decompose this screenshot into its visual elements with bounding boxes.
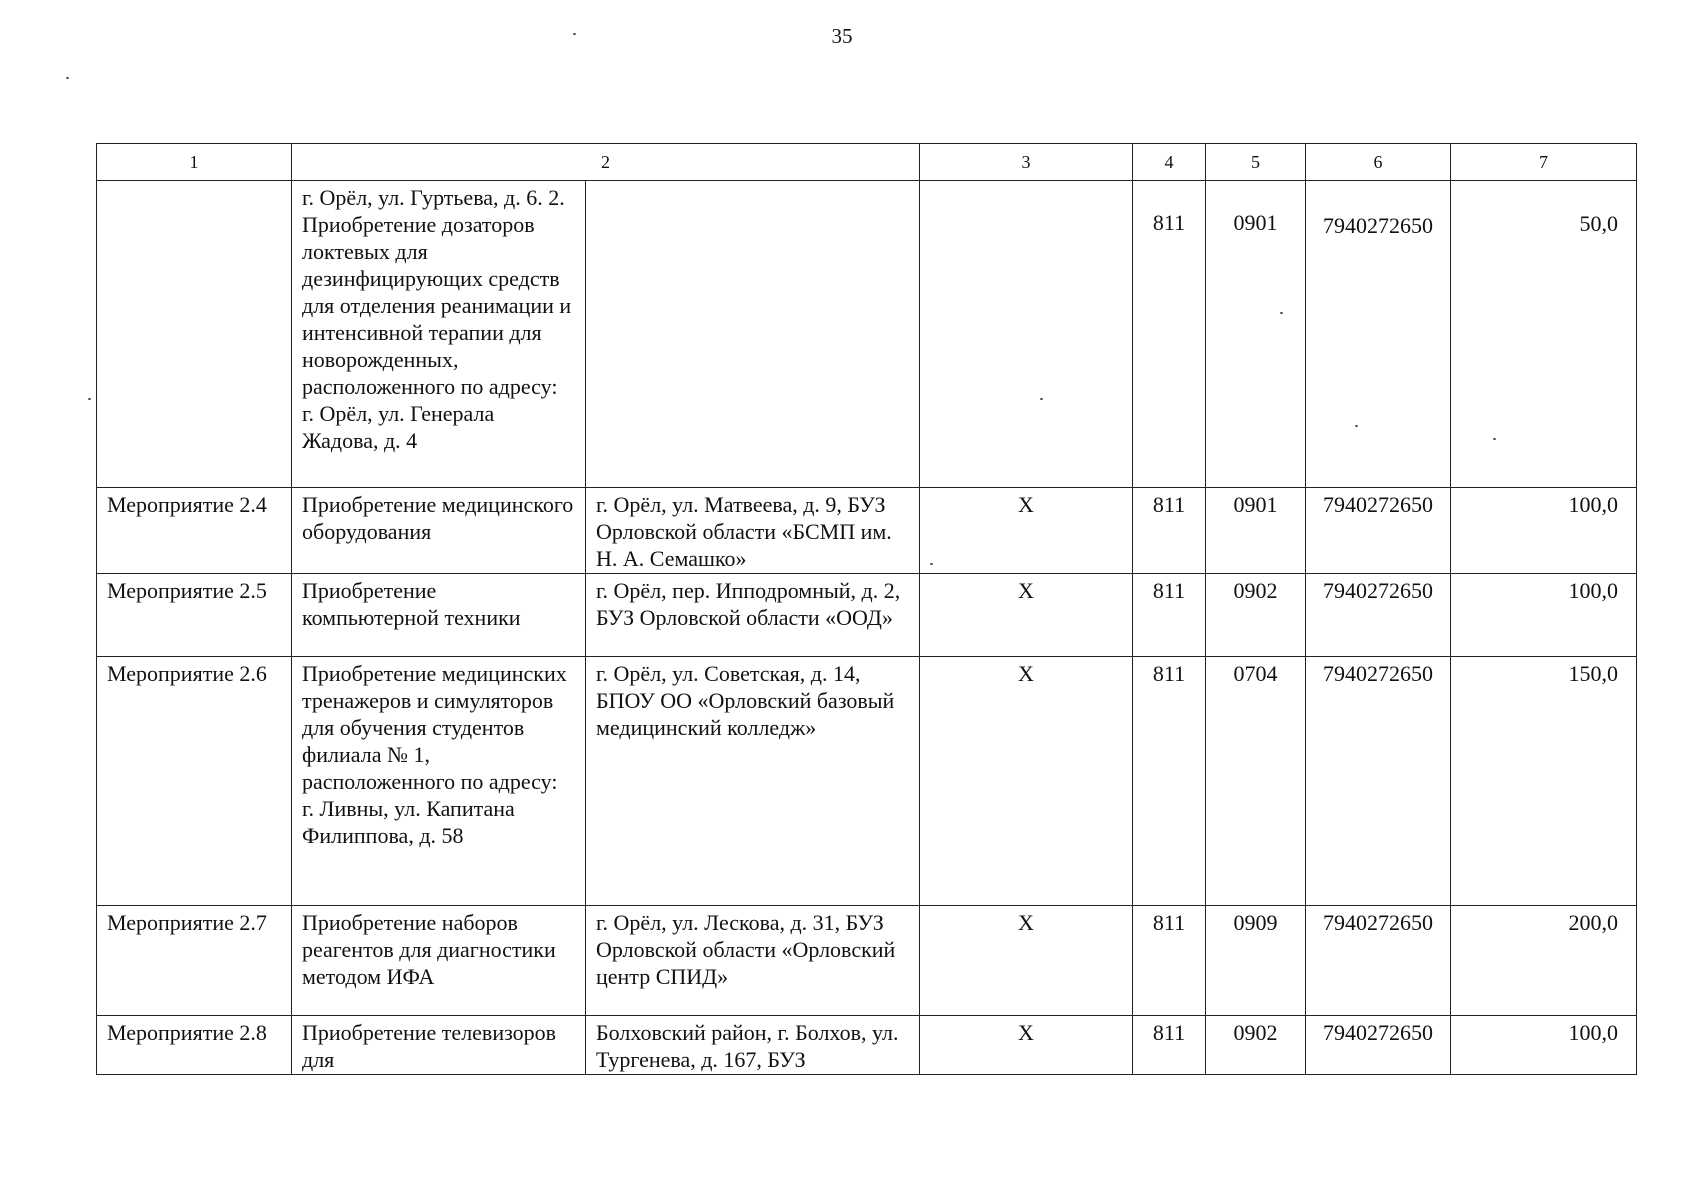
event-cell: Мероприятие 2.7 (97, 906, 292, 1016)
address-cell: г. Орёл, ул. Матвеева, д. 9, БУЗ Орловской области «БСМП им. Н. А. Семашко» (586, 488, 920, 574)
col3-cell: X (920, 1016, 1133, 1075)
col4-cell: 811 (1133, 657, 1206, 906)
header-row (97, 144, 1637, 181)
event-cell: Мероприятие 2.8 (97, 1016, 292, 1075)
description-cell: Приобретение наборов реагентов для диагностики методом ИФА (292, 906, 586, 1016)
scan-speck (1040, 398, 1043, 400)
col6-cell: 7940272650 (1306, 574, 1451, 657)
event-cell: Мероприятие 2.4 (97, 488, 292, 574)
event-cell (97, 181, 292, 488)
col3-cell: X (920, 488, 1133, 574)
col7-cell: 50,0 (1451, 181, 1637, 488)
table-row (97, 488, 1637, 574)
col7-cell: 150,0 (1451, 657, 1637, 906)
scan-speck (66, 77, 69, 79)
col7-cell: 100,0 (1451, 1016, 1637, 1075)
scan-speck (1493, 438, 1496, 440)
address-cell (586, 181, 920, 488)
col6-cell: 7940272650 (1306, 1016, 1451, 1075)
header-col-7: 7 (1451, 144, 1637, 181)
col4-cell: 811 (1133, 906, 1206, 1016)
header-col-5: 5 (1206, 144, 1306, 181)
description-cell: г. Орёл, ул. Гуртьева, д. 6. 2. Приобретение дозаторов локтевых для дезинфицирующих средств для отделения реанимации и интенсивной терапии для новорожденных, расположенного по адресу: г. Орёл, ул. Генерала Жадова, д. 4 (292, 181, 586, 488)
table-row (97, 574, 1637, 657)
col3-cell: X (920, 574, 1133, 657)
header-col-3: 3 (920, 144, 1133, 181)
col5-cell: 0901 (1206, 488, 1306, 574)
col5-cell: 0704 (1206, 657, 1306, 906)
address-cell: г. Орёл, пер. Ипподромный, д. 2, БУЗ Орловской области «ООД» (586, 574, 920, 657)
table-row (97, 181, 1637, 488)
header-col-6: 6 (1306, 144, 1451, 181)
table-row (97, 657, 1637, 906)
description-cell: Приобретение компьютерной техники (292, 574, 586, 657)
scan-speck (930, 563, 933, 565)
event-cell: Мероприятие 2.6 (97, 657, 292, 906)
col6-cell: 7940272650 (1306, 906, 1451, 1016)
col6-cell: 7940272650 (1306, 488, 1451, 574)
address-cell: г. Орёл, ул. Советская, д. 14, БПОУ ОО «Орловский базовый медицинский колледж» (586, 657, 920, 906)
col5-cell: 0909 (1206, 906, 1306, 1016)
col5-cell: 0901 (1206, 181, 1306, 488)
scan-speck (88, 398, 91, 400)
event-cell: Мероприятие 2.5 (97, 574, 292, 657)
description-cell: Приобретение медицинских тренажеров и симуляторов для обучения студентов филиала № 1, расположенного по адресу: г. Ливны, ул. Капитана Филиппова, д. 58 (292, 657, 586, 906)
col6-cell: 7940272650 (1306, 657, 1451, 906)
address-cell: Болховский район, г. Болхов, ул. Тургенева, д. 167, БУЗ (586, 1016, 920, 1075)
table-row (97, 906, 1637, 1016)
budget-table (96, 143, 1637, 1075)
col7-cell: 200,0 (1451, 906, 1637, 1016)
page-number: 35 (831, 24, 853, 48)
col5-cell: 0902 (1206, 574, 1306, 657)
col4-cell: 811 (1133, 1016, 1206, 1075)
col7-cell: 100,0 (1451, 488, 1637, 574)
col5-cell: 0902 (1206, 1016, 1306, 1075)
col6-cell: 7940272650 (1306, 181, 1451, 488)
header-col-2: 2 (292, 144, 920, 181)
scan-speck (1280, 312, 1283, 314)
description-cell: Приобретение телевизоров для (292, 1016, 586, 1075)
col3-cell (920, 181, 1133, 488)
address-cell: г. Орёл, ул. Лескова, д. 31, БУЗ Орловской области «Орловский центр СПИД» (586, 906, 920, 1016)
col4-cell: 811 (1133, 574, 1206, 657)
scan-speck (573, 33, 576, 35)
header-col-4: 4 (1133, 144, 1206, 181)
description-cell: Приобретение медицинского оборудования (292, 488, 586, 574)
col7-cell: 100,0 (1451, 574, 1637, 657)
col4-cell: 811 (1133, 488, 1206, 574)
col3-cell: X (920, 657, 1133, 906)
scan-speck (1355, 425, 1358, 427)
col3-cell: X (920, 906, 1133, 1016)
col4-cell: 811 (1133, 181, 1206, 488)
header-col-1: 1 (97, 144, 292, 181)
table-row (97, 1016, 1637, 1075)
